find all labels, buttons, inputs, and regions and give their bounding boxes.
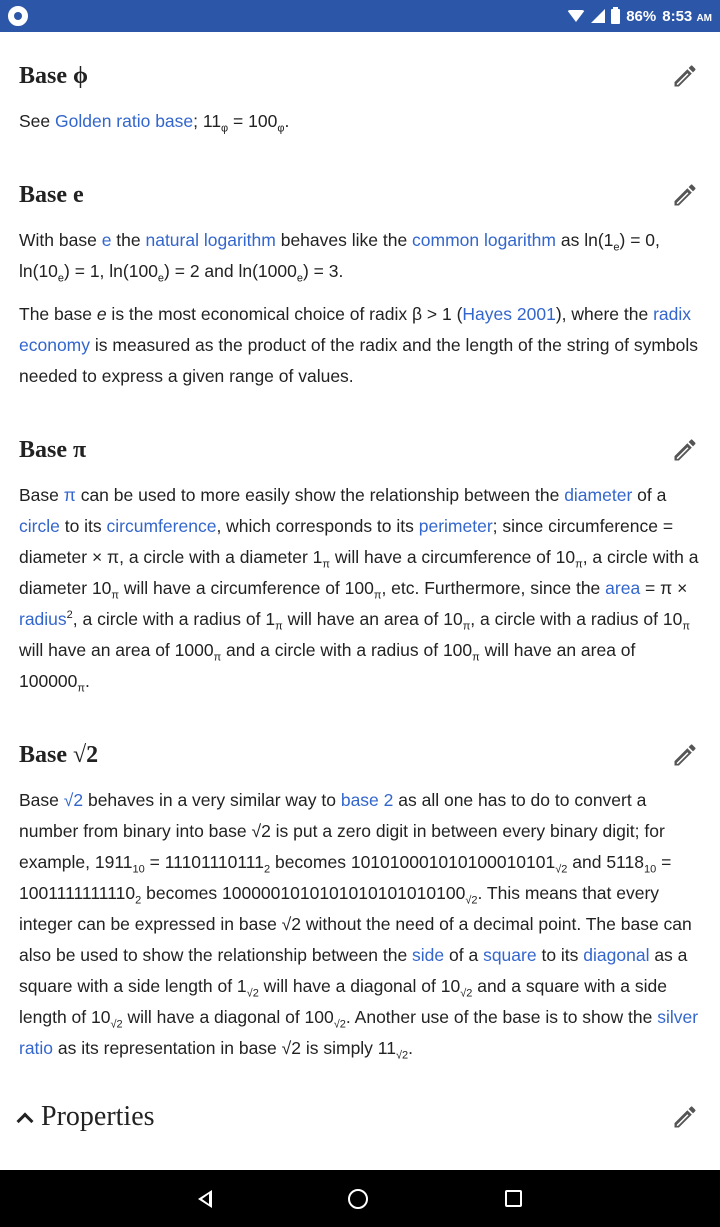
- link-diameter[interactable]: diameter: [564, 485, 633, 505]
- link-radius[interactable]: radius: [19, 609, 67, 629]
- pencil-icon[interactable]: [667, 737, 703, 773]
- pencil-icon[interactable]: [667, 1099, 703, 1135]
- link-perimeter[interactable]: perimeter: [418, 516, 493, 536]
- app-notification-icon: [8, 6, 28, 26]
- link-circle[interactable]: circle: [19, 516, 60, 536]
- section-title: Base π: [19, 436, 87, 463]
- link-side[interactable]: side: [412, 945, 445, 965]
- section-heading: [19, 46, 701, 106]
- status-bar-right: [567, 0, 712, 32]
- pencil-icon[interactable]: [667, 432, 703, 468]
- pencil-icon[interactable]: [667, 58, 703, 94]
- section-title: Base √2: [19, 741, 99, 768]
- article-content: [0, 32, 720, 1170]
- recents-icon[interactable]: [505, 1190, 522, 1207]
- status-bar: [0, 0, 720, 32]
- section-base-pi: [19, 420, 701, 697]
- signal-icon: [591, 9, 605, 23]
- link-sqrt2[interactable]: √2: [63, 790, 84, 810]
- link-circumference[interactable]: circumference: [106, 516, 217, 536]
- link-diagonal[interactable]: diagonal: [583, 945, 650, 965]
- paragraph: Base √2 behaves in a very similar way to base 2 as all one has to do to convert a number from binary into base √2 is put a zero digit in between every binary digit; for example, $1911_{10} = 11101110111_2$ becomes $101010001010100010101_{√2}$ and $5118_{10} = 1001111111110_2$ becomes $1000001010101010101010100_{√2}$. This means that every integer can be expressed in base √2 without the need of a decimal point. The base can also be used to show the relationship between the side of a square to its diagonal as a square with a side length of $1_{√2}$ will have a diagonal of $10_{√2}$ and a square with a side length of $10_{√2}$ will have a diagonal of $100_{√2}$. Another use of the base is to show the silver ratio as its representation in base √2 is simply $11_{√2}$.: [19, 790, 699, 1062]
- wifi-icon: [567, 10, 585, 22]
- section-title: Properties: [41, 1101, 155, 1132]
- link-natural-logarithm[interactable]: natural logarithm: [145, 230, 276, 250]
- battery-percent: 86%: [626, 7, 657, 25]
- paragraph: With base e the natural logarithm behaves like the common logarithm as $\ln(1_e) = 0$, $\ln(10_e) = 1$, $\ln(100_e) = 2$ and $\ln(1000_e) = 3$.: [19, 230, 660, 285]
- link-area[interactable]: area: [605, 578, 641, 598]
- link-silver-ratio[interactable]: silver ratio: [19, 1007, 699, 1058]
- pencil-icon[interactable]: [667, 177, 703, 213]
- section-heading: [19, 420, 701, 480]
- section-heading: [19, 165, 701, 225]
- paragraph: Base π can be used to more easily show the relationship between the diameter of a circle to its circumference, which corresponds to its perimeter; since circumference = diameter × π, a circle with a diameter $1_\pi$ will have a circumference of $10_\pi$, a circle with a diameter $10_\pi$ will have a circumference of $100_\pi$, etc. Furthermore, since the area = π × radius$^2$, a circle with a radius of $1_\pi$ will have an area of $10_\pi$, a circle with a radius of $10_\pi$ will have an area of $1000_\pi$ and a circle with a radius of $100_\pi$ will have an area of $100000_\pi$.: [19, 485, 699, 695]
- link-hayes-2001[interactable]: Hayes 2001: [462, 304, 556, 324]
- section-base-e: [19, 165, 701, 392]
- back-icon[interactable]: [198, 1190, 212, 1208]
- link-base-2[interactable]: base 2: [340, 790, 394, 810]
- section-base-sqrt2: [19, 725, 701, 1064]
- properties-toggle[interactable]: [19, 1101, 155, 1133]
- clock: 8:53 AM: [662, 7, 712, 25]
- link-square[interactable]: square: [483, 945, 537, 965]
- home-icon[interactable]: [348, 1189, 368, 1209]
- battery-icon: [611, 9, 620, 24]
- link-common-logarithm[interactable]: common logarithm: [412, 230, 556, 250]
- paragraph: See Golden ratio base; $11_\varphi = 100_\varphi$.: [19, 111, 290, 135]
- section-title: Base e: [19, 181, 84, 208]
- link-e[interactable]: e: [101, 230, 112, 250]
- paragraph: The base e is the most economical choice of radix β > 1 (Hayes 2001), where the radix economy is measured as the product of the radix and the length of the string of symbols needed to express a given range of values.: [19, 304, 698, 386]
- section-title: Base ϕ: [19, 62, 88, 89]
- section-heading: [19, 725, 701, 785]
- link-pi[interactable]: π: [63, 485, 76, 505]
- system-nav-bar: [0, 1170, 720, 1227]
- section-properties-heading[interactable]: [19, 1092, 701, 1142]
- link-radix-economy[interactable]: radix economy: [19, 304, 692, 355]
- link-golden-ratio-base[interactable]: Golden ratio base: [55, 111, 194, 131]
- chevron-up-icon[interactable]: [17, 1113, 34, 1130]
- section-base-phi: [19, 46, 701, 137]
